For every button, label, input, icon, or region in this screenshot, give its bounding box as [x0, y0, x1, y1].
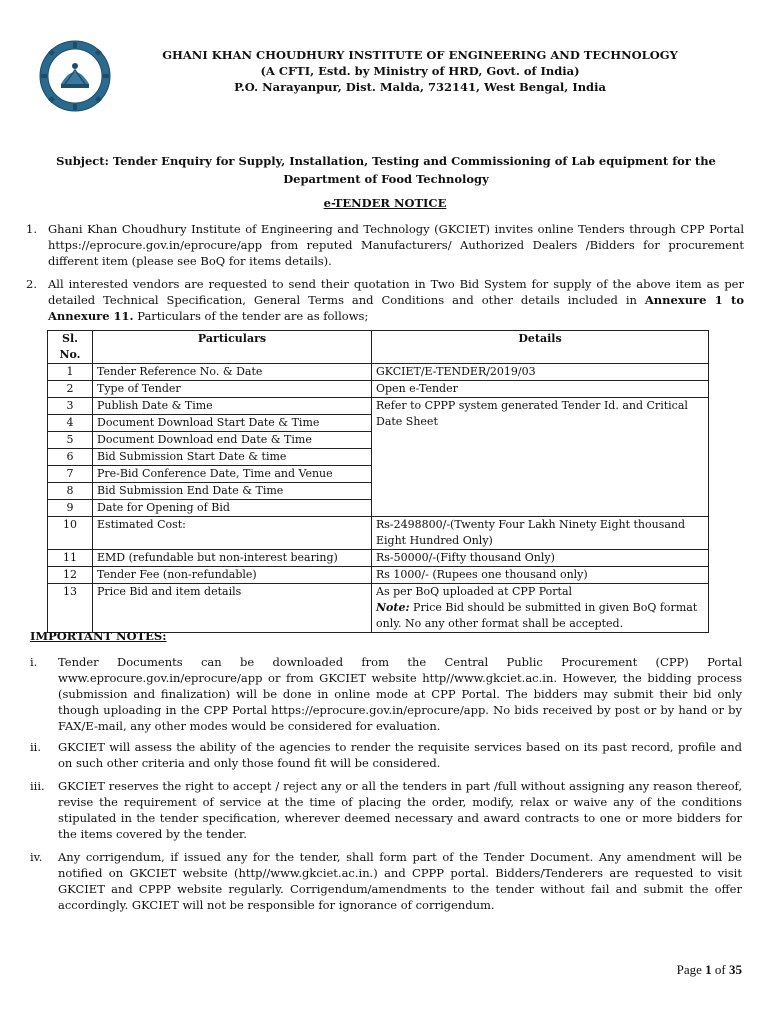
notice-title: e-TENDER NOTICE [323, 196, 447, 210]
note-number: ii. [30, 740, 42, 754]
row-sl: 12 [48, 567, 93, 584]
row-sl: 13 [48, 584, 93, 633]
row-sl: 3 [48, 398, 93, 415]
note-item [30, 654, 742, 734]
row-particular: EMD (refundable but non-interest bearing) [93, 550, 372, 567]
table-row [48, 381, 709, 398]
row-detail: Rs-50000/-(Fifty thousand Only) [372, 550, 709, 567]
header-line-1: GHANI KHAN CHOUDHURY INSTITUTE OF ENGINEERING AND TECHNOLOGY [162, 48, 678, 62]
note-text: Price Bid should be submitted in given BoQ format only. No any other format shall be accepted. [376, 601, 698, 630]
note-number: iv. [30, 850, 43, 864]
page-label: Page [676, 962, 702, 977]
institute-header [120, 47, 720, 95]
table-row [48, 550, 709, 567]
paragraph-text-part: All interested vendors are requested to send their quotation in Two Bid System for supply of the above item as per detailed Technical Specification, General Terms and Conditions and other details included in [48, 277, 744, 307]
row-particular: Tender Reference No. & Date [93, 364, 372, 381]
note-text: GKCIET reserves the right to accept / reject any or all the tenders in part /full without assigning any reason thereof, revise the requirement of service at the time of placing the order, modify, relax or waive any of the conditions stipulated in the tender specification, wherever deemed necessary and award contracts to one or more bidders for the items covered by the tender. [58, 779, 742, 841]
row-detail [372, 584, 709, 633]
row-detail-merged: Refer to CPPP system generated Tender Id. and Critical Date Sheet [372, 398, 709, 517]
note-text: Any corrigendum, if issued any for the tender, shall form part of the Tender Document. Any amendment will be notified on GKCIET website (http//www.gkciet.ac.in.) and CPPP portal. Bidders/Tenderers are requested to visit GKCIET and CPPP website regularly. Corrigendum/amendments to the tender without fail and submit the offer accordingly. GKCIET will not be responsible for ignorance of corrigendum. [58, 850, 742, 912]
paragraph-text [48, 276, 744, 324]
row-detail: Rs 1000/- (Rupees one thousand only) [372, 567, 709, 584]
paragraph-text: Ghani Khan Choudhury Institute of Engineering and Technology (GKCIET) invites online Tenders through CPP Portal https://eprocure.gov.in/eprocure/app from reputed Manufacturers/ Authorized Dealers /Bidders for procurement different item (please see BoQ for items details). [48, 222, 744, 268]
row-sl: 11 [48, 550, 93, 567]
table-row [48, 584, 709, 633]
row-particular: Bid Submission End Date & Time [93, 483, 372, 500]
column-header-particulars: Particulars [93, 331, 372, 364]
row-particular: Pre-Bid Conference Date, Time and Venue [93, 466, 372, 483]
row-particular: Estimated Cost: [93, 517, 372, 550]
row-sl: 4 [48, 415, 93, 432]
header-line-2: (A CFTI, Estd. by Ministry of HRD, Govt. of India) [260, 64, 580, 78]
row-detail: Rs-2498800/-(Twenty Four Lakh Ninety Eight thousand Eight Hundred Only) [372, 517, 709, 550]
page-total: 35 [729, 962, 742, 977]
row-sl: 9 [48, 500, 93, 517]
paragraph-number: 2. [26, 277, 37, 291]
note-text: Tender Documents can be downloaded from the Central Public Procurement (CPP) Portal www.eprocure.gov.in/eprocure/app or from GKCIET website http//www.gkciet.ac.in. However, the bidding process (submission and finalization) will be done in online mode at CPP Portal. The bidders may submit their bid only though uploading in the CPP Portal https://eprocure.gov.in/eprocure/app. No bids received by post or by hand or by FAX/E-mail, any other modes would be considered for evaluation. [58, 655, 742, 733]
column-header-details: Details [372, 331, 709, 364]
note-number: i. [30, 655, 38, 669]
row-particular: Bid Submission Start Date & time [93, 449, 372, 466]
table-header-row [48, 331, 709, 364]
header-line-3: P.O. Narayanpur, Dist. Malda, 732141, West Bengal, India [234, 80, 606, 94]
row-particular: Publish Date & Time [93, 398, 372, 415]
note-label: Note: [376, 601, 410, 614]
row-particular: Type of Tender [93, 381, 372, 398]
table-row [48, 567, 709, 584]
note-text: GKCIET will assess the ability of the agencies to render the requisite services based on its past record, profile and on such other criteria and only those found fit will be considered. [58, 740, 742, 770]
row-particular: Tender Fee (non-refundable) [93, 567, 372, 584]
column-header-sl-no: Sl. No. [48, 331, 93, 364]
table-row [48, 517, 709, 550]
page-of: of [714, 962, 726, 977]
paragraph-text-part: Particulars of the tender are as follows; [133, 309, 369, 323]
note-item [30, 849, 742, 913]
row-sl: 6 [48, 449, 93, 466]
row-detail: GKCIET/E-TENDER/2019/03 [372, 364, 709, 381]
note-item [30, 778, 742, 842]
row-particular: Date for Opening of Bid [93, 500, 372, 517]
row-particular: Price Bid and item details [93, 584, 372, 633]
paragraph-number: 1. [26, 222, 37, 236]
paragraph-1 [26, 221, 744, 269]
annexure-reference: Annexure 1 to Annexure 11. [48, 293, 744, 323]
note-number: iii. [30, 779, 45, 793]
row-sl: 7 [48, 466, 93, 483]
tender-particulars-table [47, 330, 709, 633]
page-number [677, 962, 742, 978]
row-particular: Document Download Start Date & Time [93, 415, 372, 432]
note-item [30, 739, 742, 771]
row-sl: 1 [48, 364, 93, 381]
paragraph-2 [26, 276, 744, 324]
row-particular: Document Download end Date & Time [93, 432, 372, 449]
institute-logo [39, 40, 111, 112]
page-current: 1 [705, 962, 712, 977]
row-sl: 10 [48, 517, 93, 550]
row-detail-text: As per BoQ uploaded at CPP Portal [376, 585, 573, 598]
row-detail: Open e-Tender [372, 381, 709, 398]
row-sl: 2 [48, 381, 93, 398]
row-sl: 8 [48, 483, 93, 500]
row-sl: 5 [48, 432, 93, 449]
table-row [48, 364, 709, 381]
table-row [48, 398, 709, 415]
subject-line: Subject: Tender Enquiry for Supply, Installation, Testing and Commissioning of Lab equipment for the Department of Food Technology [56, 154, 716, 186]
important-notes-title: IMPORTANT NOTES: [30, 629, 167, 643]
